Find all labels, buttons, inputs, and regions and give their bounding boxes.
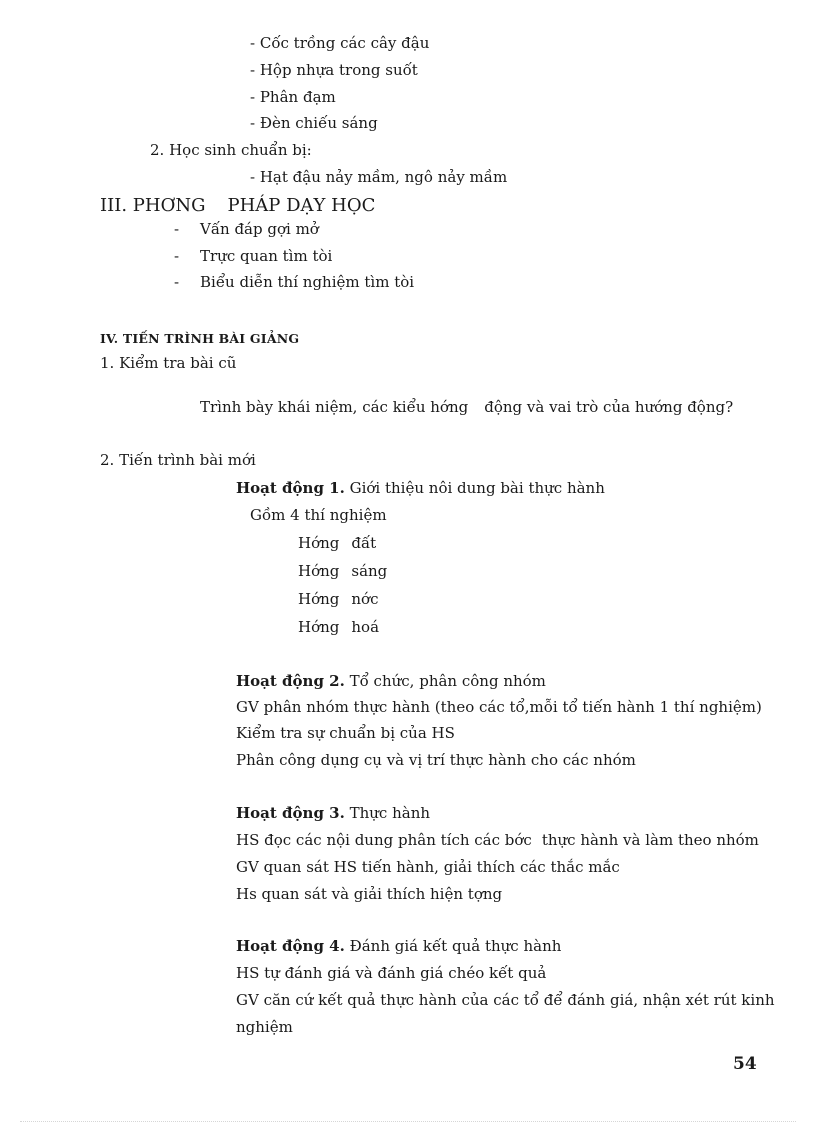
activity2-line: GV phân nhóm thực hành (theo các tổ,mỗi tổ tiến hành 1 thí nghiệm) <box>236 698 762 716</box>
method-bullet: - <box>174 247 180 265</box>
activity2-title: Tổ chức, phân công nhóm <box>349 672 546 690</box>
section4-title: IV. TIẾN TRÌNH BÀI GIẢNG <box>100 331 300 346</box>
experiment-item: Hớng đất <box>298 534 377 552</box>
material-item: - Cốc trồng các cây đậu <box>250 34 430 52</box>
method-item: Vấn đáp gợi mở <box>200 220 319 238</box>
review-question <box>200 398 733 416</box>
old-lesson-heading: 1. Kiểm tra bài cũ <box>100 354 237 372</box>
review-question-part-b: động và vai trò của hướng động? <box>484 398 734 416</box>
activity1-label: Hoạt động 1. <box>236 479 345 497</box>
activity3-title: Thực hành <box>349 804 431 822</box>
activity3-line: GV quan sát HS tiến hành, giải thích các thắc mắc <box>236 858 620 876</box>
activity2-line: Kiểm tra sự chuẩn bị của HS <box>236 724 455 742</box>
activity2-heading <box>236 672 546 690</box>
activity3-heading <box>236 804 430 822</box>
material-item: - Phân đạm <box>250 88 336 106</box>
activity4-line: HS tự đánh giá và đánh giá chéo kết quả <box>236 964 547 982</box>
student-prep-heading: 2. Học sinh chuẩn bị: <box>150 141 312 159</box>
activity1-title: Giới thiệu nôi dung bài thực hành <box>349 479 605 497</box>
activity3-line: HS đọc các nội dung phân tích các bớc thực hành và làm theo nhóm <box>236 831 759 849</box>
activity3-line: Hs quan sát và giải thích hiện tợng <box>236 885 503 903</box>
section3-title <box>100 197 375 215</box>
method-bullet: - <box>174 220 180 238</box>
activity1-intro: Gồm 4 thí nghiệm <box>250 506 387 524</box>
activity4-title: Đánh giá kết quả thực hành <box>349 937 562 955</box>
experiment-item: Hớng hoá <box>298 618 380 636</box>
activity3-label: Hoạt động 3. <box>236 804 345 822</box>
activity1-heading <box>236 479 605 497</box>
student-prep-item: - Hạt đậu nảy mầm, ngô nảy mầm <box>250 168 508 186</box>
material-item: - Hộp nhựa trong suốt <box>250 61 418 79</box>
section3-title-part-b: PHÁP DẠY HỌC <box>227 195 376 216</box>
section3-title-part-a: III. PHƠNG <box>100 195 206 216</box>
activity4-label: Hoạt động 4. <box>236 937 345 955</box>
experiment-item: Hớng nớc <box>298 590 379 608</box>
activity4-line: GV căn cứ kết quả thực hành của các tổ để đánh giá, nhận xét rút kinh <box>236 991 775 1009</box>
review-question-part-a: Trình bày khái niệm, các kiểu hớng <box>200 398 469 416</box>
page-bottom-divider <box>20 1121 796 1122</box>
method-item: Trực quan tìm tòi <box>200 247 333 265</box>
new-lesson-heading: 2. Tiến trình bài mới <box>100 451 256 469</box>
page-number: 54 <box>733 1054 757 1074</box>
material-item: - Đèn chiếu sáng <box>250 114 378 132</box>
activity2-label: Hoạt động 2. <box>236 672 345 690</box>
experiment-item: Hớng sáng <box>298 562 388 580</box>
method-item: Biểu diễn thí nghiệm tìm tòi <box>200 273 415 291</box>
activity4-heading <box>236 937 561 955</box>
activity2-line: Phân công dụng cụ và vị trí thực hành cho các nhóm <box>236 751 636 769</box>
method-bullet: - <box>174 273 180 291</box>
activity4-line: nghiệm <box>236 1018 293 1036</box>
